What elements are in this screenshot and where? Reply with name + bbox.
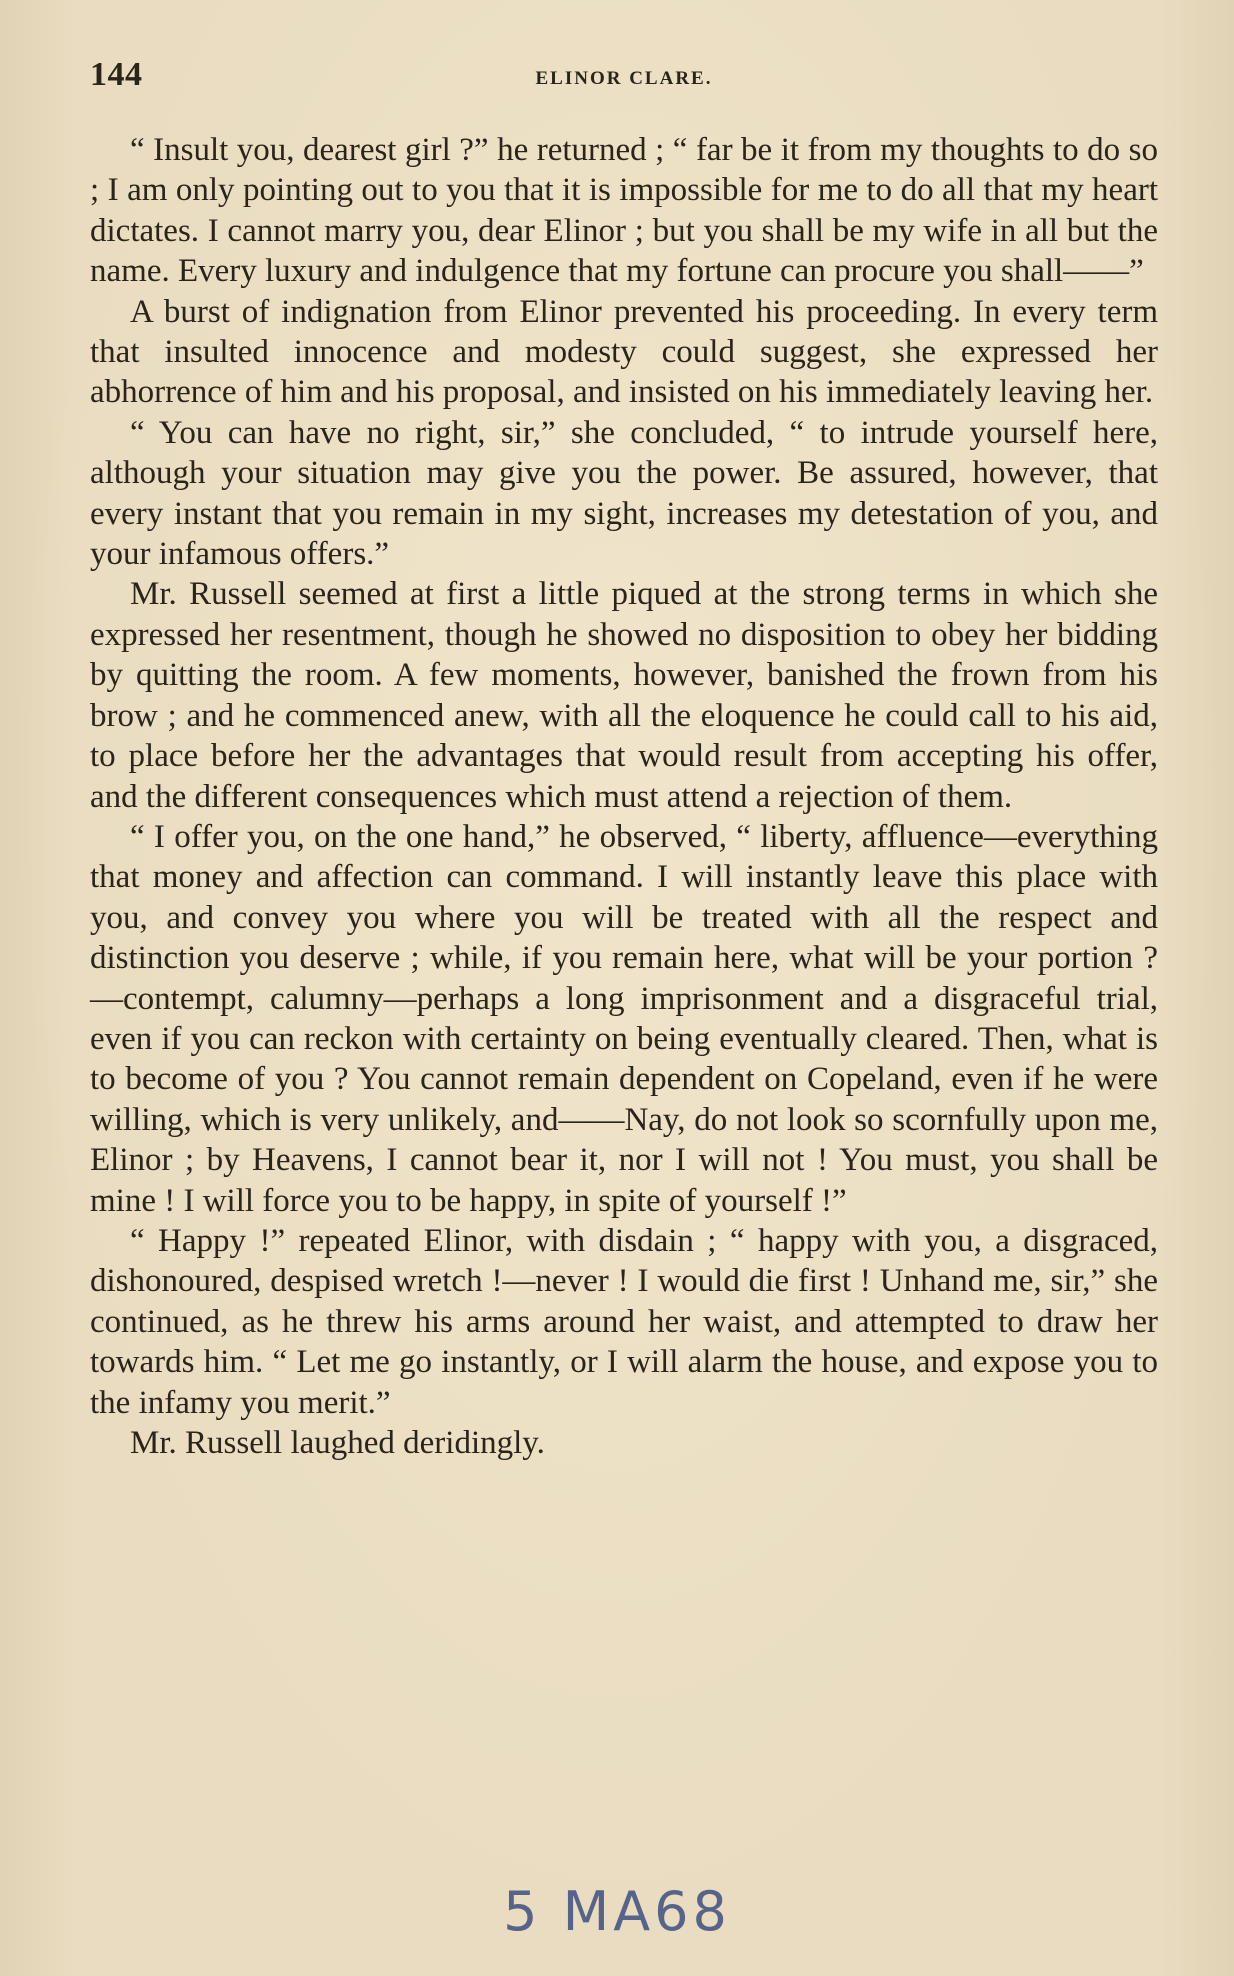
paragraph: A burst of indignation from Elinor prevented his proceeding. In every term that insulted innocence and modesty could suggest, she expressed her abhorrence of him and his proposal, and insisted on his immediately leaving her. xyxy=(90,293,1158,411)
body-text xyxy=(90,130,1158,1463)
paragraph: Mr. Russell laughed deridingly. xyxy=(130,1425,545,1461)
paragraph: Mr. Russell seemed at first a little piqued at the strong terms in which she expressed her resentment, though he showed no disposition to obey her bidding by quitting the room. A few moments, however, banished the frown from his brow ; and he commenced anew, with all the eloquence he could call to his aid, to place before her the advantages that would result from accepting his offer, and the different consequences which must attend a rejection of them. xyxy=(90,576,1158,815)
paragraph: “ Insult you, dearest girl ?” he returned ; “ far be it from my thoughts to do so ; I am only pointing out to you that it is impossible for me to do all that my heart dictates. I cannot marry you, dear Elinor ; but you shall be my wife in all but the name. Every luxury and indulgence that my fortune can procure you shall——” xyxy=(90,132,1158,290)
paragraph: “ Happy !” repeated Elinor, with disdain ; “ happy with you, a disgraced, dishonoured, despised wretch !—never ! I would die first ! Unhand me, sir,” she continued, as he threw his arms around her waist, and attempted to draw her towards him. “ Let me go instantly, or I will alarm the house, and expose you to the infamy you merit.” xyxy=(90,1222,1158,1421)
running-head xyxy=(90,56,1158,100)
library-date-stamp: 5 MA68 xyxy=(503,1880,731,1943)
page-number: 144 xyxy=(90,56,143,93)
paragraph: “ I offer you, on the one hand,” he observed, “ liberty, affluence—everything that money and affection can command. I will instantly leave this place with you, and convey you where you will be treated with all the respect and distinction you deserve ; while, if you remain here, what will be your portion ? —contempt, calumny—perhaps a long imprisonment and a disgraceful trial, even if you can reckon with certainty on being eventually cleared. Then, what is to become of you ? You cannot remain dependent on Copeland, even if he were willing, which is very unlikely, and——Nay, do not look so scornfully upon me, Elinor ; by Heavens, I cannot bear it, nor I will not ! You must, you shall be mine ! I will force you to be happy, in spite of yourself !” xyxy=(90,818,1158,1219)
paragraph: “ You can have no right, sir,” she concluded, “ to intrude yourself here, although your situation may give you the power. Be assured, however, that every instant that you remain in my sight, increases my detestation of you, and your infamous offers.” xyxy=(90,414,1158,573)
running-title: ELINOR CLARE. xyxy=(535,68,713,89)
